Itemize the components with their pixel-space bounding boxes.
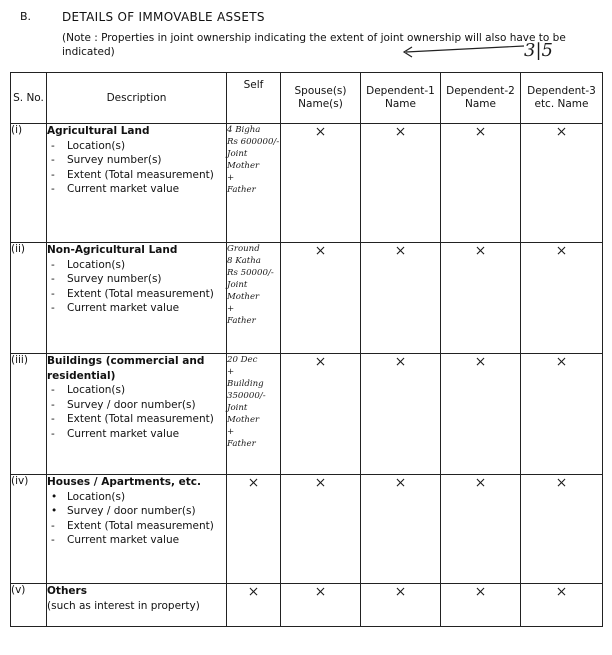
row-sno: (i) — [11, 124, 47, 243]
cross-mark: × — [394, 584, 407, 600]
cross-mark: × — [314, 475, 327, 491]
cross-mark: × — [555, 354, 568, 370]
header-spouse: Spouse(s) Name(s) — [281, 73, 361, 124]
table-row — [11, 584, 603, 627]
spouse-cell — [281, 243, 361, 354]
dependent-2-cell — [441, 584, 521, 627]
section-note: (Note : Properties in joint ownership indicating the extent of joint ownership will also have to be indicated) — [62, 32, 566, 58]
handwritten-self-note: Ground 8 Katha Rs 50000/- Joint Mother + Father — [227, 244, 274, 326]
list-item: - Survey / door number(s) — [51, 398, 196, 411]
header-dependent-3: Dependent-3 etc. Name — [521, 73, 603, 124]
header-dependent-1: Dependent-1 Name — [361, 73, 441, 124]
self-cell — [227, 124, 281, 243]
row-sno: (ii) — [11, 243, 47, 354]
self-cell — [227, 475, 281, 584]
dependent-2-cell — [441, 124, 521, 243]
spouse-cell — [281, 354, 361, 475]
page-mark: 3|5 — [524, 40, 553, 61]
row-description — [47, 354, 227, 475]
list-item: - Extent (Total measurement) — [51, 519, 214, 532]
section-letter: B. — [20, 10, 32, 23]
list-item: - Current market value — [51, 302, 180, 314]
spouse-cell — [281, 124, 361, 243]
row-subtitle: (such as interest in property) — [47, 599, 200, 612]
header-sno: S. No. — [11, 73, 47, 124]
cross-mark: × — [555, 584, 568, 600]
list-item: - Location(s) — [51, 384, 126, 396]
cross-mark: × — [474, 584, 487, 600]
row-title: Agricultural Land — [47, 125, 150, 137]
cross-mark: × — [314, 243, 327, 259]
list-item: • Survey / door number(s) — [51, 505, 196, 517]
dependent-3-cell — [521, 354, 603, 475]
dependent-1-cell — [361, 124, 441, 243]
cross-mark: × — [247, 584, 260, 600]
cross-mark: × — [394, 475, 407, 491]
list-item: - Extent (Total measurement) — [51, 168, 214, 181]
cross-mark: × — [394, 354, 407, 370]
row-sno: (iv) — [11, 475, 47, 584]
dependent-1-cell — [361, 584, 441, 627]
cross-mark: × — [555, 475, 568, 491]
cross-mark: × — [314, 124, 327, 140]
dependent-2-cell — [441, 243, 521, 354]
row-description — [47, 243, 227, 354]
section-title: DETAILS OF IMMOVABLE ASSETS — [62, 10, 265, 24]
table-row — [11, 243, 603, 354]
self-cell — [227, 243, 281, 354]
header-dependent-2: Dependent-2 Name — [441, 73, 521, 124]
dependent-3-cell — [521, 584, 603, 627]
list-item: - Current market value — [51, 534, 180, 546]
cross-mark: × — [474, 475, 487, 491]
dependent-3-cell — [521, 124, 603, 243]
cross-mark: × — [314, 584, 327, 600]
row-sno: (iii) — [11, 354, 47, 475]
row-description — [47, 584, 227, 627]
dependent-1-cell — [361, 243, 441, 354]
header-row — [11, 73, 603, 124]
list-item: - Survey number(s) — [51, 273, 162, 285]
cross-mark: × — [474, 124, 487, 140]
header-description: Description — [47, 73, 227, 124]
handwritten-arrow — [400, 38, 530, 62]
cross-mark: × — [394, 243, 407, 259]
list-item: - Extent (Total measurement) — [51, 413, 214, 425]
self-cell — [227, 584, 281, 627]
dependent-3-cell — [521, 475, 603, 584]
cross-mark: × — [314, 354, 327, 370]
spouse-cell — [281, 584, 361, 627]
row-description — [47, 124, 227, 243]
cross-mark: × — [555, 243, 568, 259]
cross-mark: × — [555, 124, 568, 140]
list-item: - Location(s) — [51, 139, 126, 152]
cross-mark: × — [394, 124, 407, 140]
dependent-1-cell — [361, 354, 441, 475]
table-row — [11, 124, 603, 243]
row-sno: (v) — [11, 584, 47, 627]
list-item: - Survey number(s) — [51, 154, 162, 166]
self-cell — [227, 354, 281, 475]
dependent-2-cell — [441, 475, 521, 584]
list-item: - Current market value — [51, 427, 180, 440]
row-description — [47, 475, 227, 584]
cross-mark: × — [474, 243, 487, 259]
dependent-2-cell — [441, 354, 521, 475]
header-self: Self — [227, 73, 281, 124]
spouse-cell — [281, 475, 361, 584]
row-title: Buildings (commercial and residential) — [47, 355, 205, 382]
row-title: Others — [47, 585, 87, 597]
handwritten-self-note: 20 Dec + Building 350000/- Joint Mother + Father — [227, 355, 266, 449]
row-title: Non-Agricultural Land — [47, 244, 178, 256]
dependent-1-cell — [361, 475, 441, 584]
table-row — [11, 354, 603, 475]
immovable-assets-table — [10, 72, 603, 627]
list-item: • Location(s) — [51, 490, 126, 503]
list-item: - Location(s) — [51, 258, 126, 271]
list-item: - Extent (Total measurement) — [51, 287, 214, 300]
dependent-3-cell — [521, 243, 603, 354]
cross-mark: × — [247, 475, 260, 491]
row-title: Houses / Apartments, etc. — [47, 476, 201, 488]
list-item: - Current market value — [51, 183, 180, 195]
cross-mark: × — [474, 354, 487, 370]
handwritten-self-note: 4 Bigha Rs 600000/- Joint Mother + Father — [227, 125, 280, 195]
table-row — [11, 475, 603, 584]
